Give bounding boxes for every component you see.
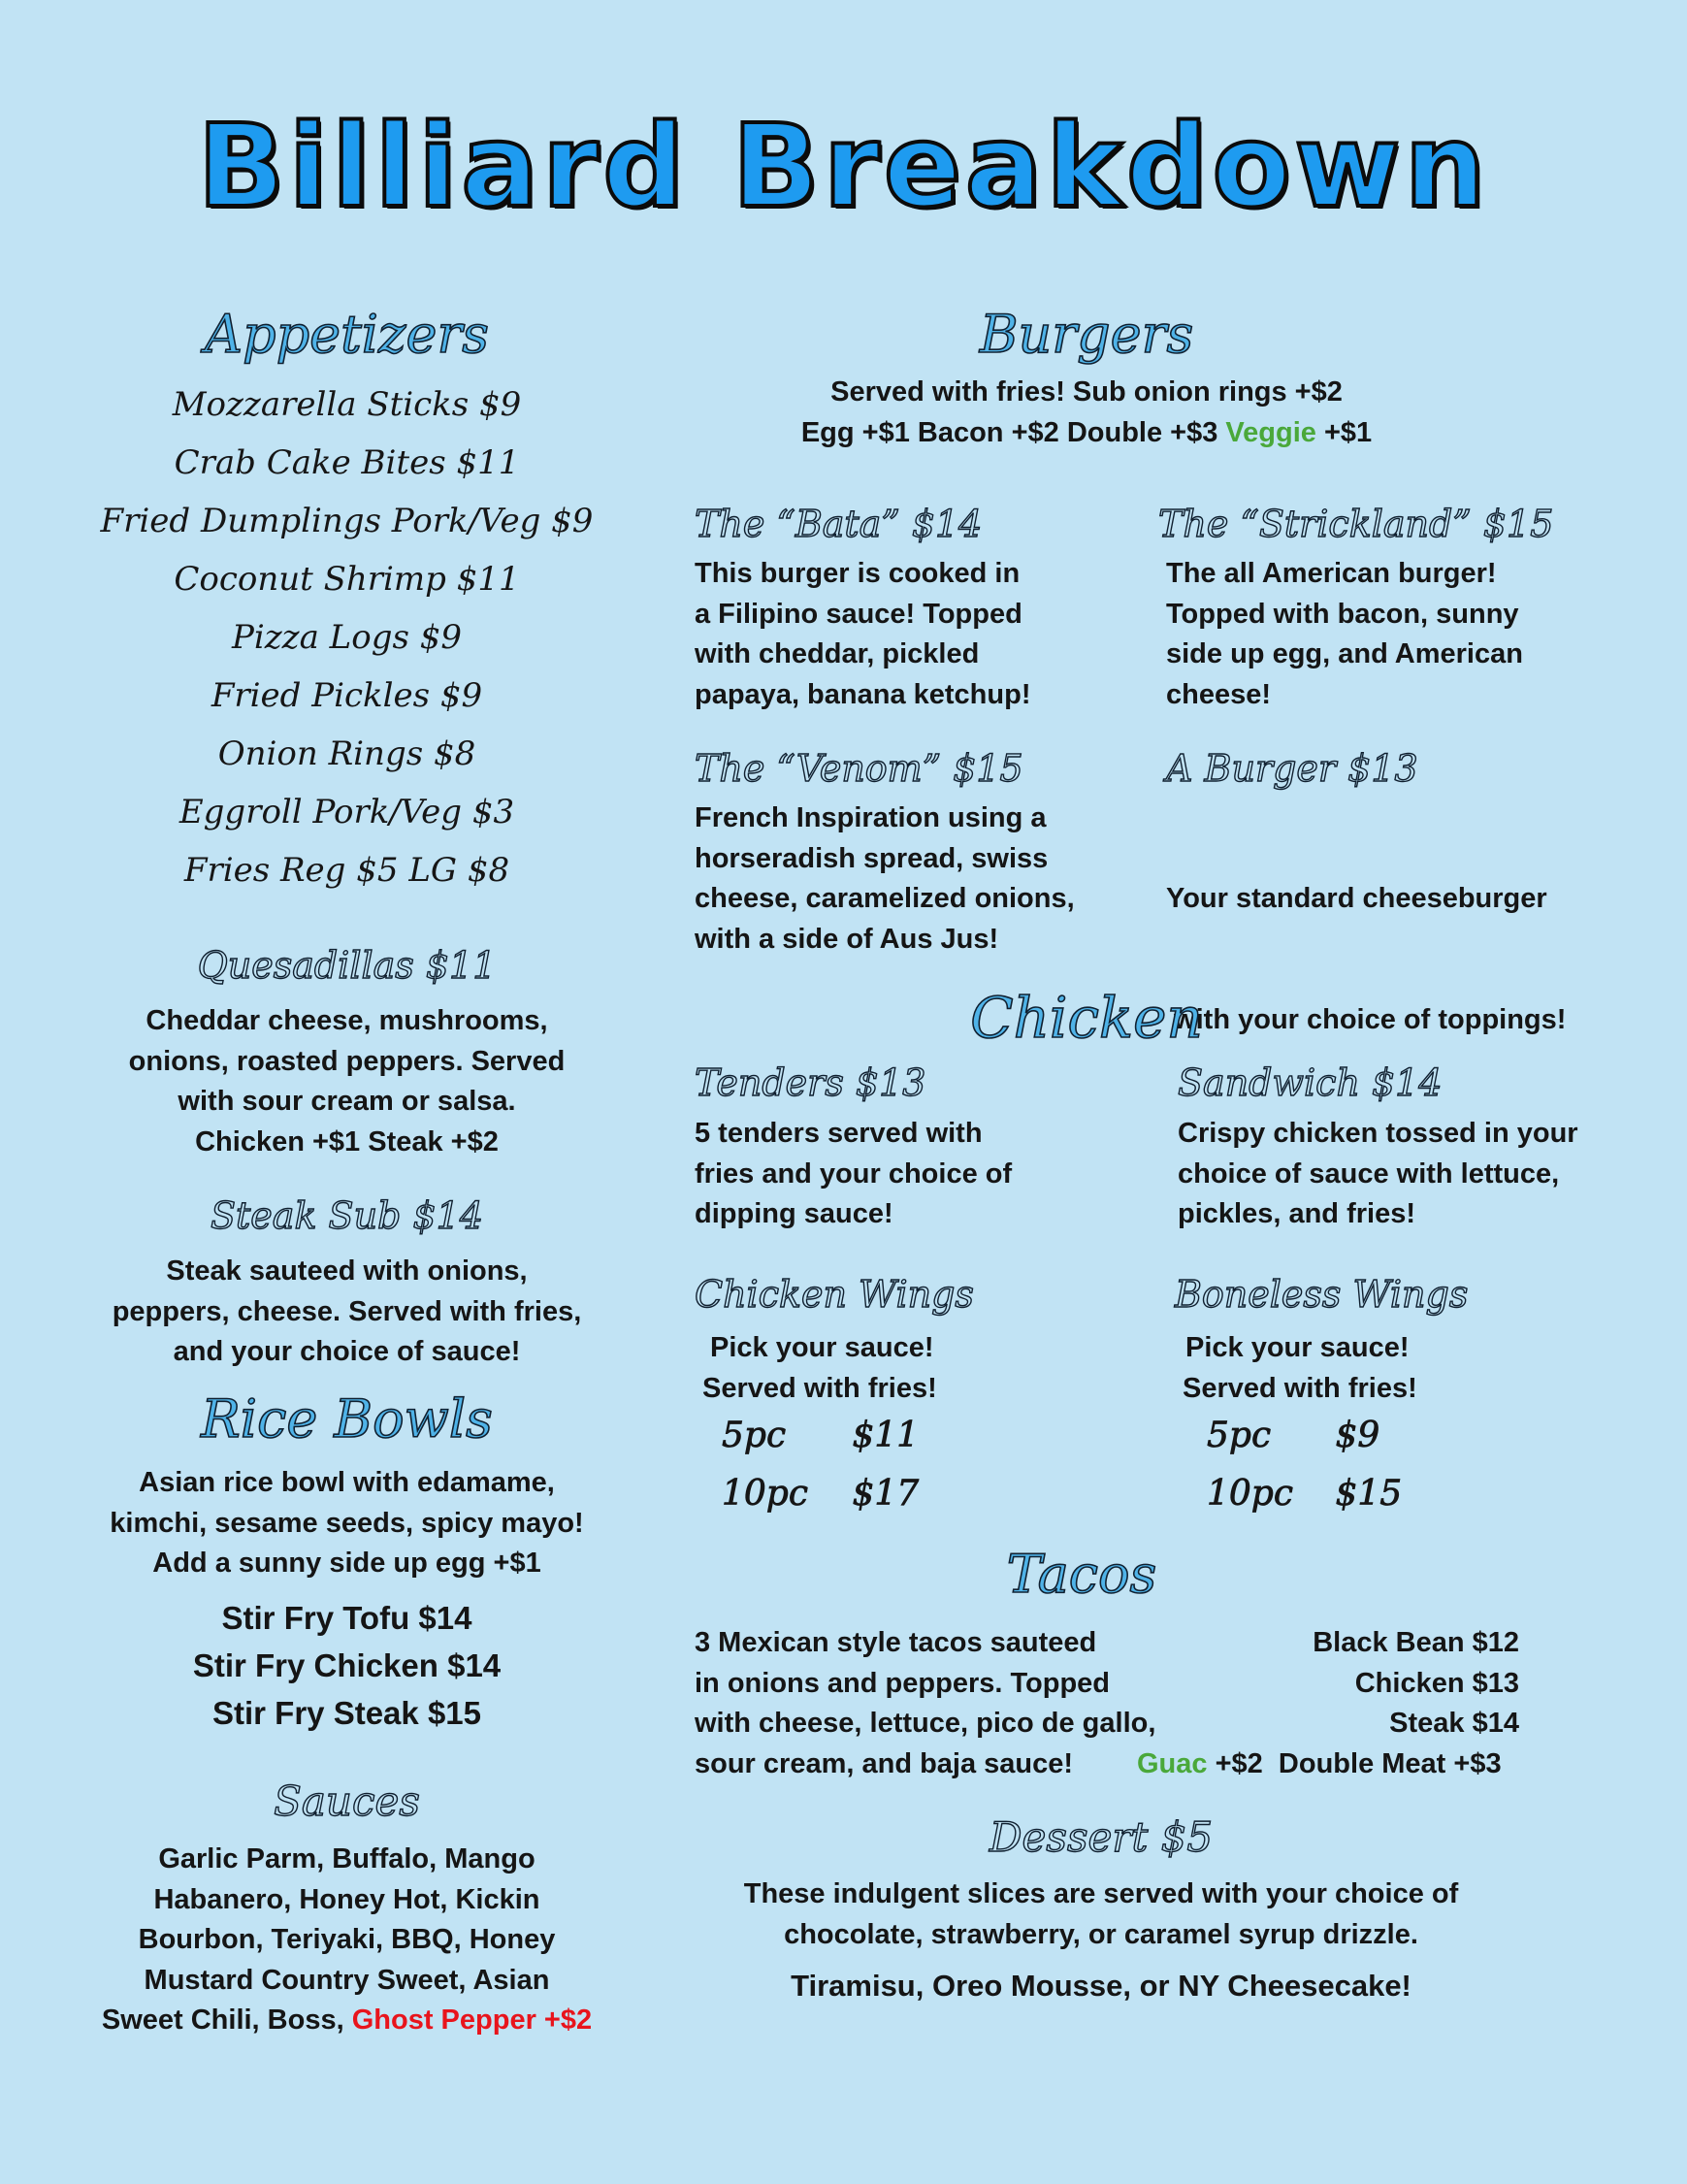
description-line: Mustard Country Sweet, Asian [144, 1964, 550, 1996]
sauce-text: Sweet Chili, Boss, [101, 2005, 344, 2036]
burger-a-burger-heading: A Burger $13 [1166, 747, 1418, 790]
description-line: chocolate, strawberry, or caramel syrup drizzle. [784, 1918, 1418, 1950]
description-line: kimchi, sesame seeds, spicy mayo! [110, 1507, 584, 1539]
appetizers-heading: Appetizers [205, 304, 489, 365]
list-item: Mozzarella Sticks $9 [172, 385, 522, 424]
description-line: Crispy chicken tossed in your [1178, 1118, 1578, 1149]
item-price: $14 [447, 1647, 502, 1683]
description-line: horseradish spread, swiss [695, 842, 1049, 874]
description-line: Served with fries! [702, 1372, 937, 1404]
list-item: Crab Cake Bites $11 [174, 443, 520, 482]
taco-option: Steak $14 [1389, 1708, 1519, 1739]
boneless-wings-description [1183, 1328, 1417, 1409]
burger-venom-description [695, 799, 1075, 960]
item-price: $14 [418, 1600, 472, 1636]
description-line: choice of sauce with lettuce, [1178, 1157, 1560, 1190]
description-line: cheese, caramelized onions, [695, 883, 1075, 914]
burger-strickland-description [1166, 554, 1523, 715]
chicken-wings-description [702, 1328, 937, 1409]
list-item: Fried Pickles $9 [211, 676, 483, 715]
boneless-wings-heading: Boneless Wings [1175, 1273, 1469, 1316]
description-line: with cheddar, pickled [695, 638, 980, 669]
wing-price: $11 [852, 1416, 920, 1455]
description-line: Add a sunny side up egg +$1 [152, 1548, 541, 1579]
price-row [722, 1418, 919, 1477]
list-item: Onion Rings $8 [217, 734, 476, 773]
description-line: Pick your sauce! [710, 1332, 934, 1363]
description-line: side up egg, and American [1166, 638, 1523, 669]
veggie-highlight: Veggie [1225, 416, 1316, 448]
dessert-description [698, 1874, 1504, 1955]
addons-line [1137, 1744, 1502, 1785]
description-line: a Filipino sauce! Topped [695, 598, 1022, 630]
addons-price: +$1 [1323, 416, 1373, 448]
wing-price: $9 [1335, 1416, 1380, 1455]
description-line: Habanero, Honey Hot, Kickin [153, 1883, 540, 1915]
list-item [78, 1642, 616, 1689]
burger-bata-heading: The “Bata” $14 [695, 503, 983, 545]
wing-size: 5pc [1207, 1416, 1272, 1455]
description-line: onions, roasted peppers. Served [128, 1045, 566, 1077]
ghost-pepper-highlight: Ghost Pepper +$2 [351, 2005, 593, 2036]
description-line: Garlic Parm, Buffalo, Mango [158, 1843, 535, 1874]
chicken-heading: Chicken [970, 985, 1203, 1051]
description-line: French Inspiration using a [695, 802, 1047, 833]
description-line: with a side of Aus Jus! [695, 923, 999, 955]
list-item [78, 1689, 616, 1737]
appetizers-list [78, 385, 616, 912]
list-item: Coconut Shrimp $11 [174, 560, 520, 599]
description-line: cheese! [1166, 678, 1272, 710]
description-line: fries and your choice of [695, 1157, 1013, 1190]
tacos-description [695, 1623, 1155, 1784]
rice-bowls-description [78, 1463, 616, 1584]
steak-sub-heading: Steak Sub $14 [211, 1194, 483, 1237]
burgers-note: Served with fries! Sub onion rings +$2 [830, 376, 1343, 407]
description-line: 3 Mexican style tacos sauteed [695, 1627, 1097, 1658]
list-item: Eggroll Pork/Veg $3 [178, 793, 515, 831]
quesadillas-heading: Quesadillas $11 [197, 944, 497, 987]
tacos-addons [1137, 1744, 1502, 1785]
steak-sub-description [78, 1252, 616, 1373]
description-line: Bourbon, Teriyaki, BBQ, Honey [138, 1924, 556, 1955]
dessert-items: Tiramisu, Oreo Mousse, or NY Cheesecake! [791, 1969, 1411, 2003]
tacos-options [1203, 1623, 1519, 1744]
wing-size: 10pc [1207, 1474, 1294, 1514]
description-line: sour cream, and baja sauce! [695, 1747, 1074, 1779]
sauces-list [78, 1840, 616, 2041]
item-name: Stir Fry Tofu [221, 1600, 410, 1636]
guac-price: +$2 [1215, 1748, 1263, 1779]
description-line: papaya, banana ketchup! [695, 678, 1031, 710]
sauces-heading: Sauces [274, 1777, 420, 1825]
rice-bowls-heading: Rice Bowls [201, 1388, 493, 1450]
menu-title: Billiard Breakdown [197, 99, 1490, 233]
list-item: Pizza Logs $9 [232, 618, 462, 657]
guac-highlight: Guac [1137, 1748, 1208, 1779]
description-line: dipping sauce! [695, 1198, 893, 1229]
wing-price: $15 [1335, 1474, 1403, 1514]
burger-venom-heading: The “Venom” $15 [695, 747, 1023, 790]
description-line: pickles, and fries! [1178, 1198, 1415, 1229]
chicken-wings-heading: Chicken Wings [695, 1273, 974, 1316]
description-line: Asian rice bowl with edamame, [139, 1467, 555, 1498]
chicken-wings-prices [722, 1418, 919, 1535]
description-line: The all American burger! [1166, 558, 1497, 589]
description-line: with sour cream or salsa. [178, 1086, 516, 1117]
boneless-wings-prices [1207, 1418, 1402, 1535]
description-line: Served with fries! [1183, 1372, 1417, 1404]
price-row [1207, 1474, 1403, 1535]
description-line: Chicken +$1 Steak +$2 [195, 1125, 499, 1157]
description-line: with cheese, lettuce, pico de gallo, [695, 1708, 1156, 1739]
description-line: 5 tenders served with [695, 1118, 983, 1149]
list-item: Fried Dumplings Pork/Veg $9 [100, 502, 594, 540]
description-line: This burger is cooked in [695, 558, 1021, 589]
description-line: Your standard cheeseburger [1166, 883, 1547, 914]
price-row [1207, 1418, 1402, 1477]
item-name: Stir Fry Chicken [192, 1647, 438, 1683]
description-line [78, 2001, 616, 2041]
burger-bata-description [695, 554, 1031, 715]
double-meat: Double Meat +$3 [1278, 1748, 1502, 1779]
item-name: Stir Fry Steak [212, 1695, 419, 1731]
chicken-tenders-description [695, 1114, 1012, 1235]
burger-strickland-heading: The “Strickland” $15 [1158, 503, 1554, 545]
burgers-heading: Burgers [979, 304, 1194, 365]
addons-text: Egg +$1 Bacon +$2 Double +$3 [800, 416, 1218, 448]
wing-size: 10pc [722, 1474, 809, 1514]
description-line: These indulgent slices are served with your choice of [743, 1878, 1459, 1909]
price-row [722, 1474, 920, 1535]
taco-option: Chicken $13 [1354, 1667, 1519, 1699]
description-line: Cheddar cheese, mushrooms, [146, 1005, 548, 1036]
wing-price: $17 [852, 1474, 920, 1514]
dessert-heading: Dessert $5 [989, 1813, 1214, 1861]
description-line: Steak sauteed with onions, [166, 1255, 528, 1287]
chicken-sandwich-description [1178, 1114, 1578, 1235]
description-line: peppers, cheese. Served with fries, [112, 1295, 582, 1327]
wing-size: 5pc [722, 1416, 787, 1455]
burgers-addons [698, 413, 1475, 454]
chicken-sandwich-heading: Sandwich $14 [1178, 1061, 1443, 1104]
list-item [78, 1594, 616, 1642]
description-line: Pick your sauce! [1185, 1332, 1410, 1363]
chicken-tenders-heading: Tenders $13 [695, 1061, 926, 1104]
description-line: and your choice of sauce! [173, 1336, 521, 1367]
description-line: in onions and peppers. Topped [695, 1667, 1111, 1699]
taco-option: Black Bean $12 [1313, 1627, 1519, 1658]
rice-bowls-items [78, 1594, 616, 1737]
burgers-notes [698, 373, 1475, 453]
description-line: with your choice of toppings! [1166, 1003, 1567, 1035]
list-item: Fries Reg $5 LG $8 [183, 851, 510, 890]
quesadillas-description [78, 1001, 616, 1162]
item-price: $15 [427, 1695, 481, 1731]
tacos-heading: Tacos [1006, 1544, 1157, 1605]
description-line: Topped with bacon, sunny [1166, 598, 1519, 630]
